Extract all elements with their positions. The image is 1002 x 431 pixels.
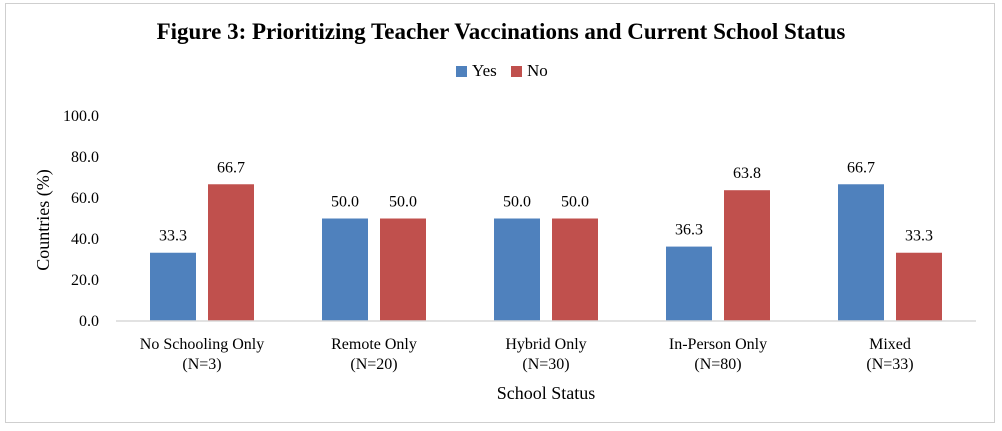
x-category-label: Remote Only [331,336,417,353]
x-category-label: Mixed [869,336,911,353]
bar-no [208,184,254,321]
bar-no [380,219,426,322]
chart-title: Figure 3: Prioritizing Teacher Vaccinations and Current School Status [156,19,846,44]
data-label: 50.0 [331,193,359,211]
data-label: 36.3 [675,221,703,239]
bar-yes [150,253,196,321]
x-category-label: (N=20) [350,356,398,373]
legend-swatch [511,66,522,77]
x-category-label: (N=33) [866,356,914,373]
data-label: 66.7 [847,159,875,177]
x-category-label: (N=30) [522,356,570,373]
x-axis-categories [140,336,914,373]
bar-no [724,190,770,321]
x-category-label: (N=80) [694,356,742,373]
x-axis-title: School Status [496,383,596,403]
y-tick-label: 80.0 [71,149,99,166]
legend-swatch [456,66,467,77]
bar-yes [838,184,884,321]
y-tick-label: 40.0 [71,231,99,248]
y-axis-ticks [63,108,99,330]
y-tick-label: 0.0 [79,313,99,330]
data-labels [159,159,933,244]
y-axis-title: Countries (%) [33,169,53,271]
y-tick-label: 60.0 [71,190,99,207]
x-category-label: Hybrid Only [505,336,587,353]
data-label: 50.0 [389,193,417,211]
x-category-label: (N=3) [182,356,222,373]
y-tick-label: 20.0 [71,272,99,289]
x-category-label: No Schooling Only [139,336,265,353]
legend-label: No [527,61,548,80]
bars [150,184,942,321]
data-label: 50.0 [503,193,531,211]
data-label: 63.8 [733,165,761,183]
y-tick-label: 100.0 [63,108,99,125]
bar-yes [322,219,368,322]
data-label: 33.3 [905,227,933,245]
bar-yes [494,219,540,322]
bar-no [896,253,942,321]
data-label: 33.3 [159,227,187,245]
legend-label: Yes [472,61,497,80]
data-label: 50.0 [561,193,589,211]
bar-yes [666,247,712,321]
data-label: 66.7 [217,159,245,177]
legend [456,61,548,80]
bar-no [552,219,598,322]
x-category-label: In-Person Only [668,336,768,353]
